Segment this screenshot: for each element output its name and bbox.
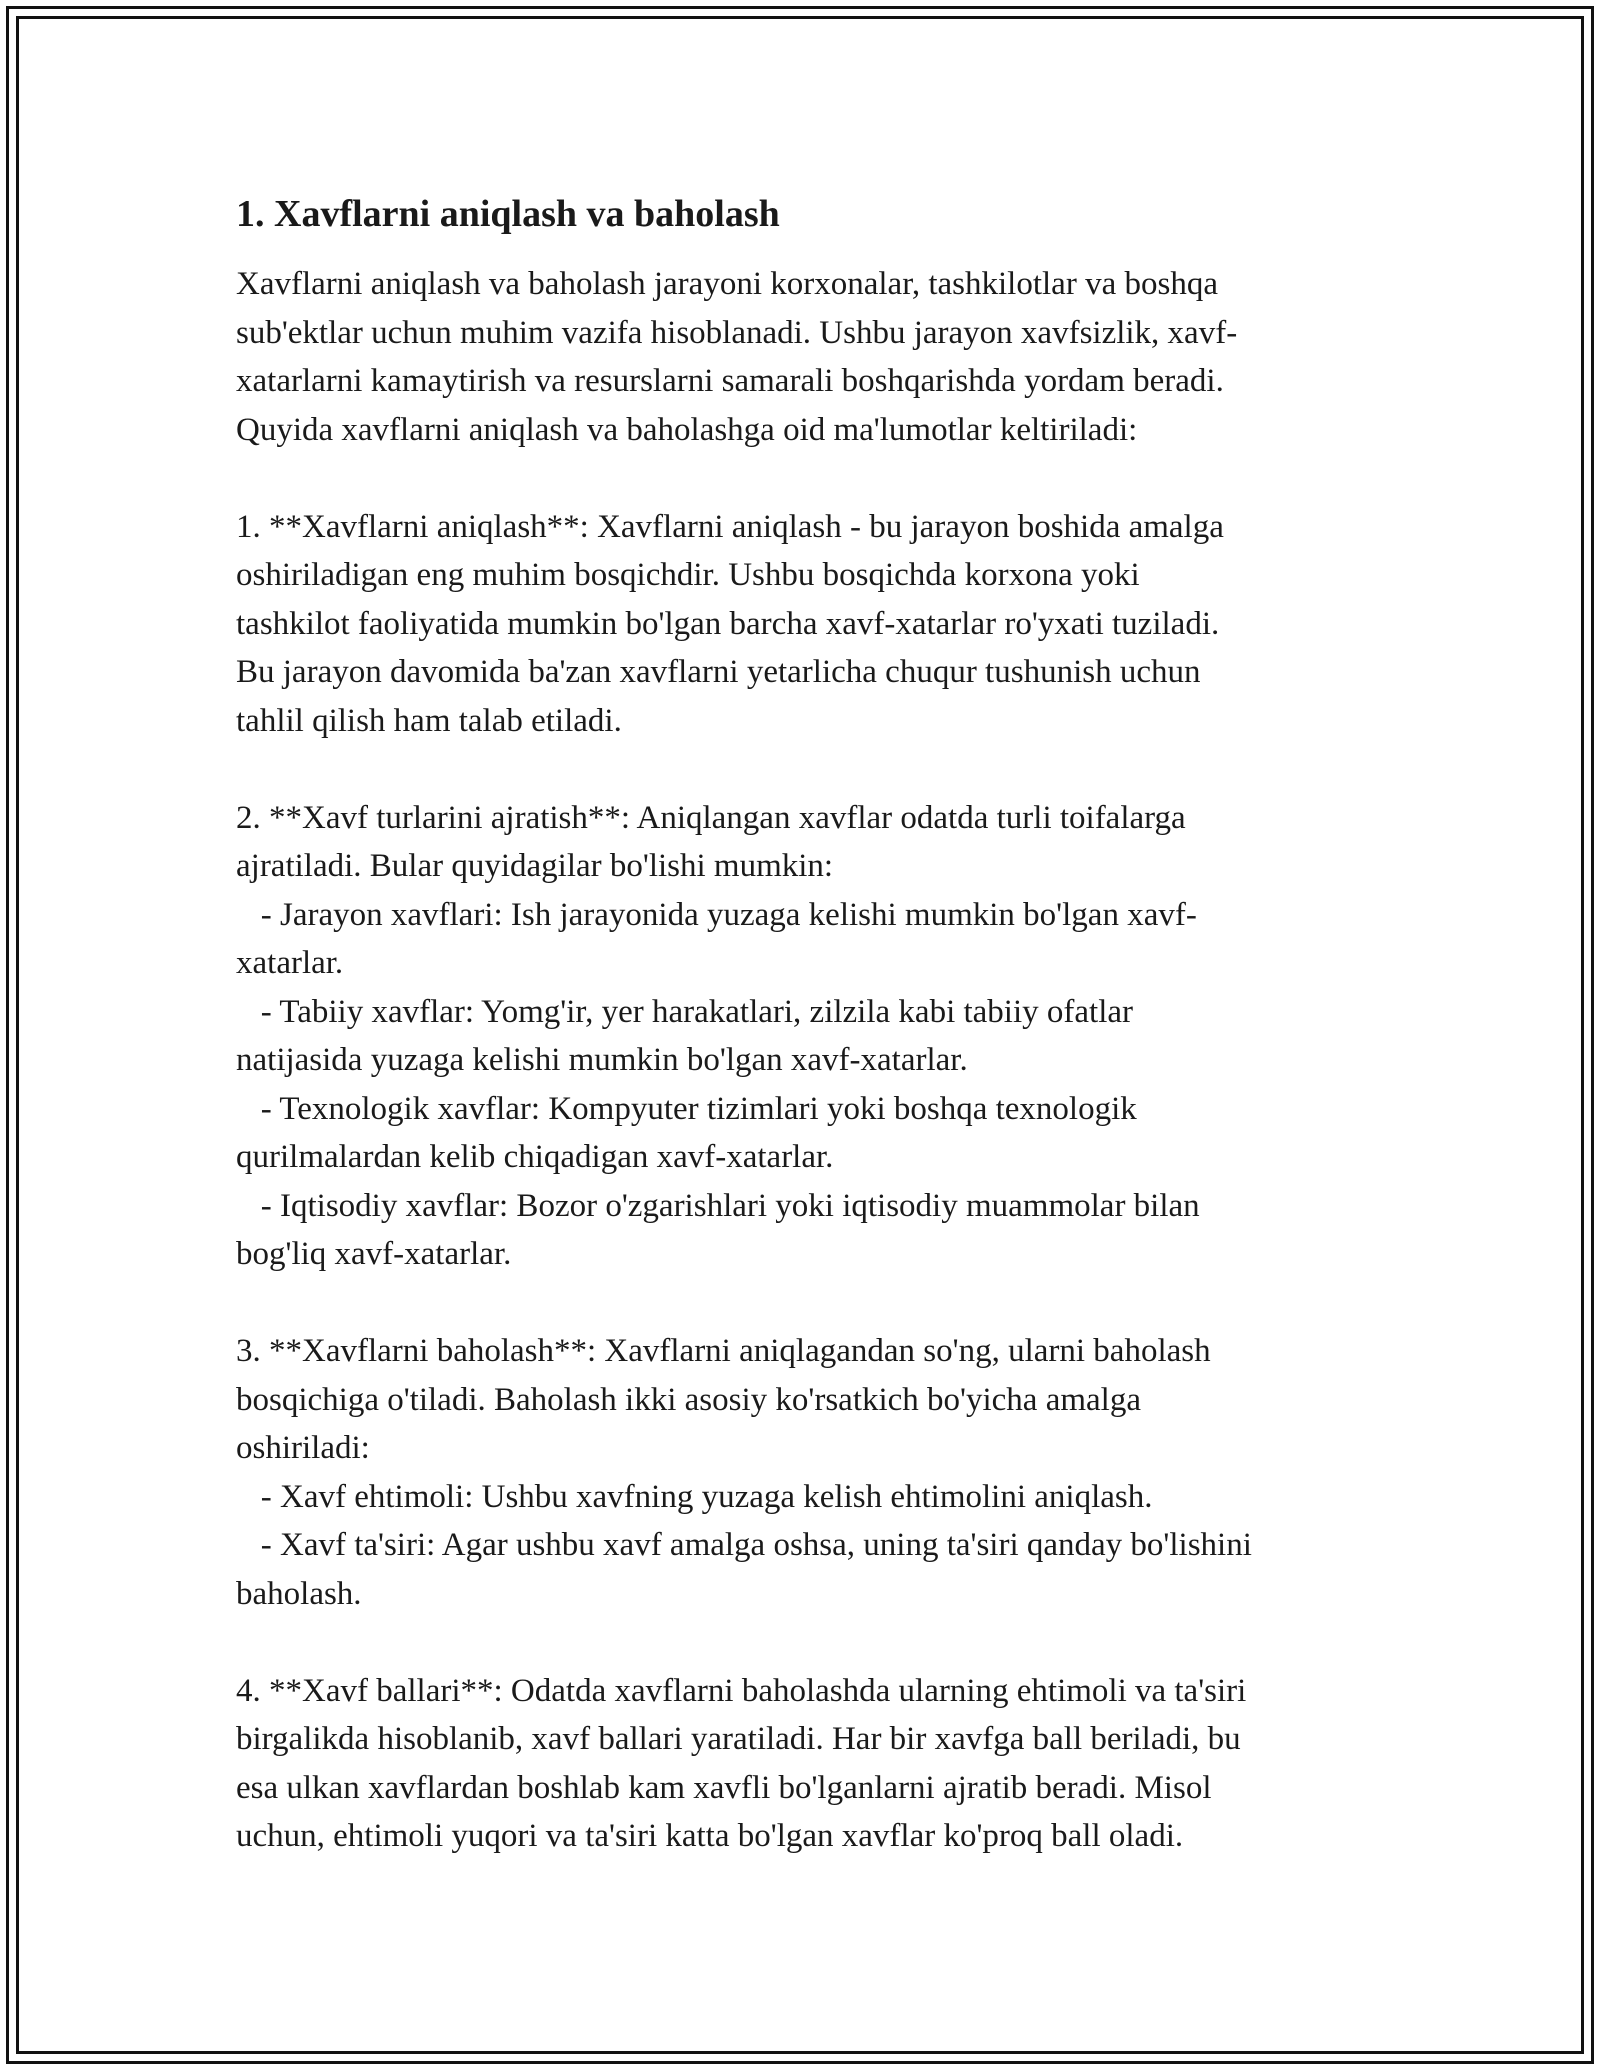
section-4-paragraph bbox=[236, 1667, 1376, 1861]
section-4-line: birgalikda hisoblanib, xavf ballari yaratiladi. Har bir xavfga ball beriladi, bu bbox=[236, 1721, 1241, 1757]
section-2-bullet-line: - Texnologik xavflar: Kompyuter tizimlari yoki boshqa texnologik bbox=[236, 1090, 1137, 1127]
intro-line: Quyida xavflarni aniqlash va baholashga oid ma'lumotlar keltiriladi: bbox=[236, 411, 1138, 448]
intro-line: xatarlarni kamaytirish va resurslarni samarali boshqarishda yordam beradi. bbox=[236, 363, 1224, 399]
section-2-line: ajratiladi. Bular quyidagilar bo'lishi mumkin: bbox=[236, 848, 834, 884]
section-1-line: Bu jarayon davomida ba'zan xavflarni yetarlicha chuqur tushunish uchun bbox=[236, 654, 1201, 690]
section-2-bullet-line: - Jarayon xavflari: Ish jarayonida yuzaga kelishi mumkin bo'lgan xavf- bbox=[236, 896, 1197, 933]
section-4-line: 4. **Xavf ballari**: Odatda xavflarni baholashda ularning ehtimoli va ta'siri bbox=[236, 1672, 1247, 1709]
paragraph-spacer bbox=[236, 745, 1376, 794]
section-3-line: 3. **Xavflarni baholash**: Xavflarni aniqlagandan so'ng, ularni baholash bbox=[236, 1333, 1211, 1369]
section-2-line: natijasida yuzaga kelishi mumkin bo'lgan xavf-xatarlar. bbox=[236, 1042, 968, 1078]
section-3-line: oshiriladi: bbox=[236, 1430, 370, 1466]
paragraph-spacer bbox=[236, 1279, 1376, 1328]
section-2-line: 2. **Xavf turlarini ajratish**: Aniqlangan xavflar odatda turli toifalarga bbox=[236, 799, 1186, 836]
section-4-line: uchun, ehtimoli yuqori va ta'siri katta bo'lgan xavflar ko'proq ball oladi. bbox=[236, 1818, 1184, 1854]
document-heading: 1. Xavflarni aniqlash va baholash bbox=[236, 193, 780, 235]
section-3-bullet-line: - Xavf ehtimoli: Ushbu xavfning yuzaga kelish ehtimolini aniqlash. bbox=[236, 1478, 1153, 1515]
section-2-paragraph bbox=[236, 794, 1376, 1279]
paragraph-spacer bbox=[236, 1618, 1376, 1667]
section-1-line: tashkilot faoliyatida mumkin bo'lgan barcha xavf-xatarlar ro'yxati tuziladi. bbox=[236, 605, 1220, 642]
section-1-line: 1. **Xavflarni aniqlash**: Xavflarni aniqlash - bu jarayon boshida amalga bbox=[236, 508, 1224, 545]
section-4-line: esa ulkan xavflardan boshlab kam xavfli bo'lganlarni ajratib beradi. Misol bbox=[236, 1769, 1212, 1806]
document-body bbox=[236, 188, 1376, 1861]
section-1-line: oshiriladigan eng muhim bosqichdir. Ushbu bosqichda korxona yoki bbox=[236, 557, 1140, 593]
section-2-line: bog'liq xavf-xatarlar. bbox=[236, 1236, 512, 1272]
section-2-bullet-line: - Tabiiy xavflar: Yomg'ir, yer harakatlari, zilzila kabi tabiiy ofatlar bbox=[236, 993, 1133, 1030]
section-3-bullet-line: - Xavf ta'siri: Agar ushbu xavf amalga oshsa, uning ta'siri qanday bo'lishini bbox=[236, 1527, 1252, 1563]
intro-line: sub'ektlar uchun muhim vazifa hisoblanadi. Ushbu jarayon xavfsizlik, xavf- bbox=[236, 314, 1238, 351]
section-2-line: xatarlar. bbox=[236, 945, 344, 981]
section-2-line: qurilmalardan kelib chiqadigan xavf-xatarlar. bbox=[236, 1139, 834, 1175]
section-2-bullet-line: - Iqtisodiy xavflar: Bozor o'zgarishlari yoki iqtisodiy muammolar bilan bbox=[236, 1187, 1200, 1224]
intro-paragraph bbox=[236, 260, 1376, 454]
section-1-paragraph bbox=[236, 503, 1376, 746]
section-3-line: bosqichiga o'tiladi. Baholash ikki asosiy ko'rsatkich bo'yicha amalga bbox=[236, 1381, 1141, 1418]
paragraph-spacer bbox=[236, 454, 1376, 503]
section-3-paragraph bbox=[236, 1327, 1376, 1618]
section-1-line: tahlil qilish ham talab etiladi. bbox=[236, 702, 622, 739]
section-3-line: baholash. bbox=[236, 1575, 362, 1612]
intro-line: Xavflarni aniqlash va baholash jarayoni korxonalar, tashkilotlar va boshqa bbox=[236, 266, 1218, 302]
